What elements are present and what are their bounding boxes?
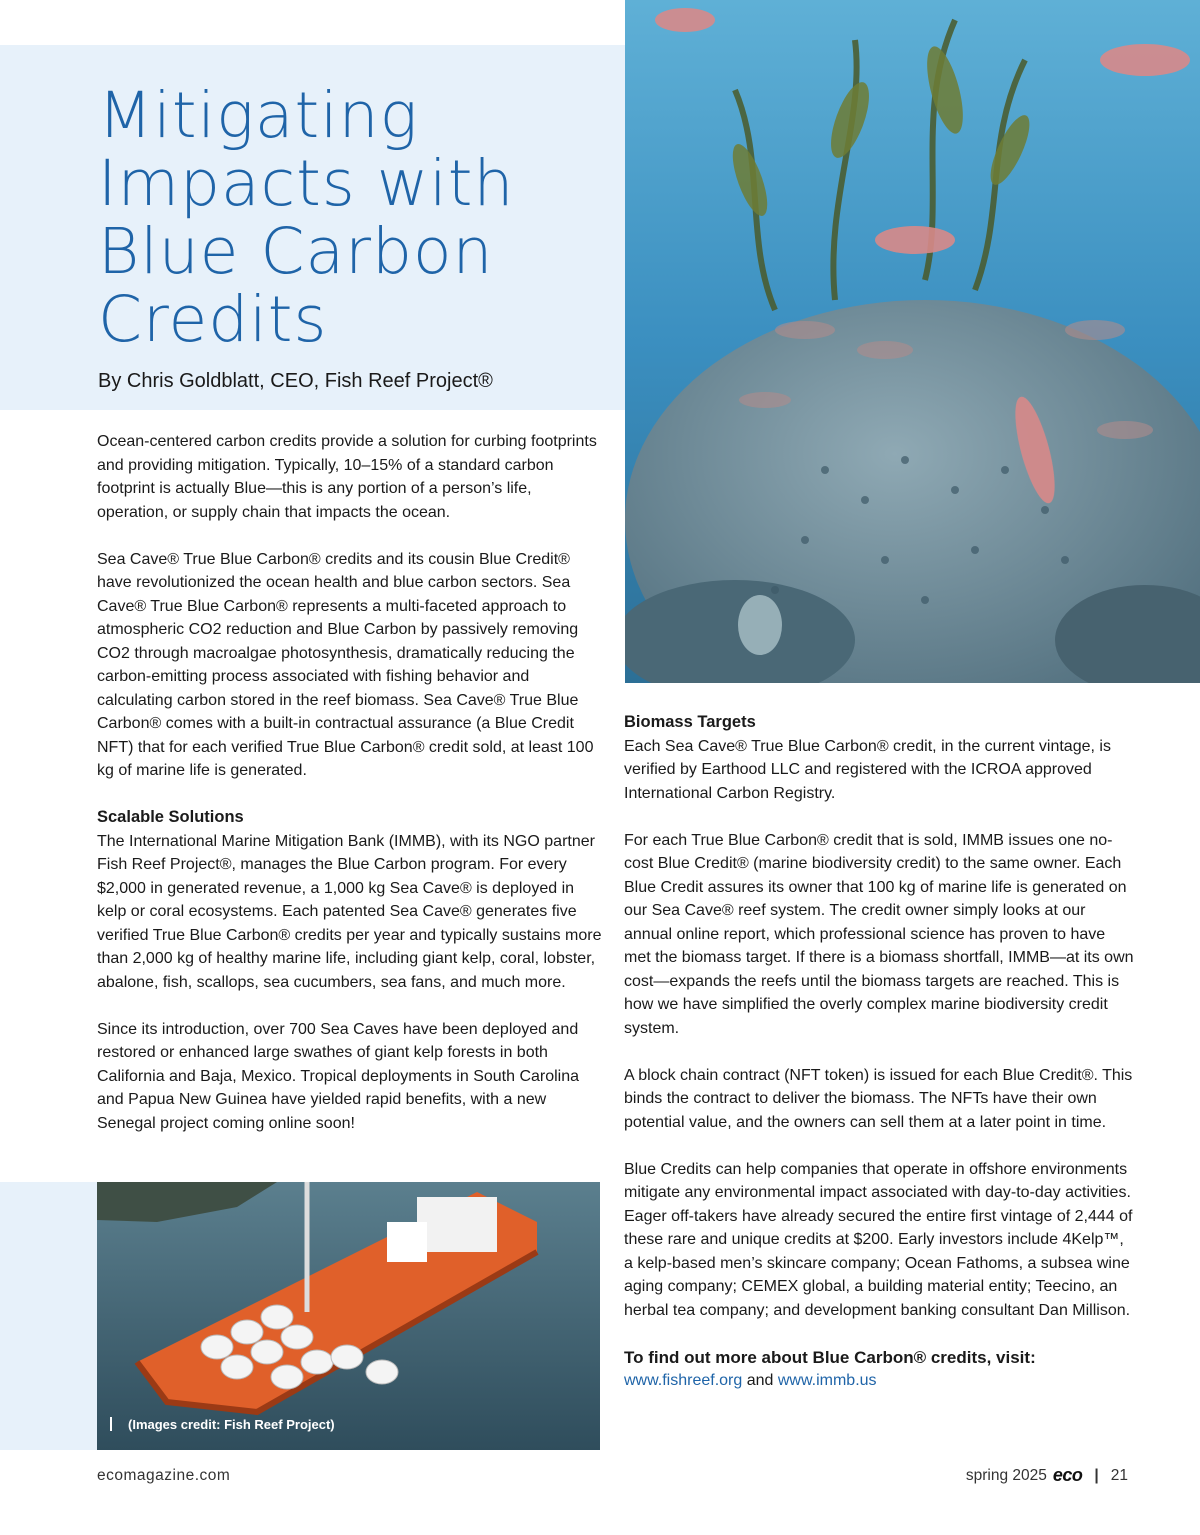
immb-link[interactable]: www.immb.us [777,1372,877,1389]
paragraph: Sea Cave® True Blue Carbon® credits and its cousin Blue Credit® have revolutionized the ocean health and blue carbon sectors. Sea Cave® True Blue Carbon® represents a multi-faceted approach to atmospheric CO2 reduction and Blue Carbon by passively removing CO2 through macroalgae photosynthesis, dramatically reducing the carbon-emitting process associated with fishing behavior and calculating carbon stored in the reef biomass. Sea Cave® True Blue Carbon® comes with a built-in contractual assurance (a Blue Credit NFT) that for each verified True Blue Carbon® credit sold, at least 100 kg of marine life is generated. [97,550,594,779]
paragraph: A block chain contract (NFT token) is issued for each Blue Credit®. This binds the contract to deliver the biomass. The NFTs have their own potential value, and the owners can sell them at a later point in time. [624,1066,1133,1131]
footer-site: ecomagazine.com [97,1467,231,1484]
left-column [97,430,607,1159]
photo-caption [110,1417,335,1432]
boat-photo [97,1182,600,1450]
footer-issue [966,1465,1128,1486]
paragraph: The International Marine Mitigation Bank (IMMB), with its NGO partner Fish Reef Project®, manages the Blue Carbon program. For every $2,000 in generated revenue, a 1,000 kg Sea Cave® is deployed in kelp or coral ecosystems. Each patented Sea Cave® generates five verified True Blue Carbon® credits per year and typically sustains more than 2,000 kg of healthy marine life, including giant kelp, coral, lobster, abalone, fish, scallops, sea cucumbers, sea fans, and much more. [97,832,602,991]
paragraph: Since its introduction, over 700 Sea Caves have been deployed and restored or enhanced large swathes of giant kelp forests in both California and Baja, Mexico. Tropical deployments in South Carolina and Papua New Guinea have yielded rapid benefits, with a new Senegal project coming online soon! [97,1020,580,1132]
visit-heading: To find out more about Blue Carbon® credits, visit: [624,1347,1036,1367]
caption-bar [110,1417,112,1431]
article-title: Mitigating Impacts with Blue Carbon Credits [98,79,515,356]
section-heading: Biomass Targets [624,713,756,731]
page-number: 21 [1110,1466,1128,1484]
reef-photo [625,0,1200,683]
eco-logo: eco [1052,1465,1083,1485]
photo-strip [0,1182,97,1450]
paragraph: Each Sea Cave® True Blue Carbon® credit, in the current vintage, is verified by Earthood LLC and registered with the ICROA approved International Carbon Registry. [624,737,1111,802]
fishreef-link[interactable]: www.fishreef.org [624,1372,743,1389]
paragraph: For each True Blue Carbon® credit that is sold, IMMB issues one no-cost Blue Credit® (marine biodiversity credit) to the same owner. Each Blue Credit assures its owner that 100 kg of marine life is generated on our Sea Cave® reef system. The credit owner simply looks at our annual online report, which professional science has proven to have met the biomass target. If there is a biomass shortfall, IMMB—at its own cost—expands the reefs until the biomass targets are reached. This is how we have simplified the overly complex marine biodiversity credit system. [624,831,1134,1037]
paragraph: Ocean-centered carbon credits provide a solution for curbing footprints and providing mitigation. Typically, 10–15% of a standard carbon footprint is actually Blue—this is any portion of a person’s life, operation, or supply chain that impacts the ocean. [97,433,597,521]
byline: By Chris Goldblatt, CEO, Fish Reef Project® [98,370,493,392]
caption-text: (Images credit: Fish Reef Project) [128,1417,335,1432]
paragraph: Blue Credits can help companies that operate in offshore environments mitigate any environmental impact associated with day-to-day activities. Eager off-takers have already secured the entire first vintage of 2,444 of these rare and unique credits at $200. Early investors include 4Kelp™, a kelp-based men’s skincare company; Ocean Fathoms, a subsea wine aging company; CEMEX global, a building material entity; Teecino, an herbal tea company; and development banking consultant Dan Millison. [624,1160,1133,1319]
visit-links [624,1369,1134,1393]
and-text: and [742,1372,778,1389]
separator: | [1094,1466,1099,1484]
right-column [624,711,1134,1393]
section-heading: Scalable Solutions [97,808,244,826]
issue-label: spring 2025 [965,1466,1047,1484]
